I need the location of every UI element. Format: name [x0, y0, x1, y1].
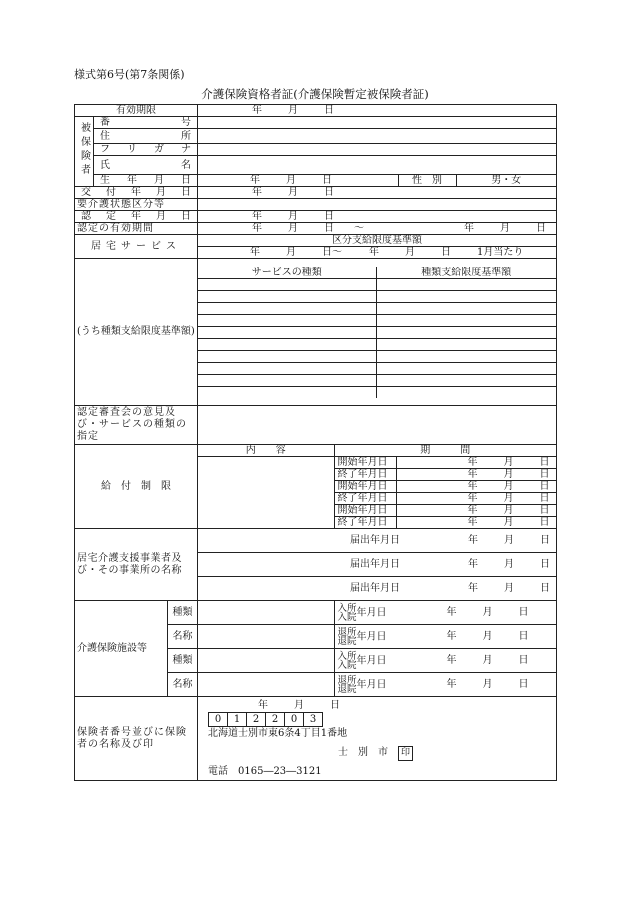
- issue-date-field[interactable]: 年 月 日: [198, 187, 557, 199]
- committee-label: 認定審査会の意見及び・サービスの種類の指定: [75, 406, 198, 445]
- care-level-label: 要介護状態区分等: [75, 199, 198, 211]
- facility-row-1: 介護保険施設等 種類 入所 入院年月日 年 月 日: [75, 601, 557, 625]
- committee-row: [75, 406, 557, 445]
- seal-mark: 印: [398, 746, 413, 761]
- insured-label: 被保険者: [75, 117, 94, 187]
- service-type-table: サービスの種類 種類支給限度基準額: [198, 267, 556, 398]
- insured-birth-row: 生 年 月 日 年 月 日 性 別 男・女: [75, 175, 557, 187]
- cert-date-field[interactable]: 年 月 日: [198, 211, 557, 223]
- benefit-limit-row: [75, 445, 557, 529]
- validity-row: [75, 105, 557, 117]
- committee-field[interactable]: [198, 406, 557, 445]
- insured-number-row: 被保険者 番 号: [75, 117, 557, 129]
- home-service-row: [75, 235, 557, 259]
- sex-field[interactable]: 男・女: [491, 175, 522, 186]
- facility-row-2: 名称 退所 退院年月日 年 月 日: [75, 625, 557, 649]
- insured-name-row: 氏 名: [75, 156, 557, 175]
- insured-address-field[interactable]: [198, 129, 557, 144]
- facility-type-field-2[interactable]: [198, 649, 334, 672]
- care-level-row: [75, 199, 557, 211]
- insurer-phone: 電話 0165―23―3121: [208, 766, 322, 777]
- insured-kana-field[interactable]: [198, 144, 557, 156]
- support-office-row-1: [75, 529, 557, 553]
- benefit-limit-label: 給 付 制 限: [75, 445, 198, 529]
- benefit-limit-table: 内 容 期 間 開始年月日 年 月 日 終了年月日 年 月 日 開始年月日 年 月 日 終了年月日 年 月 日 開始年月日 年 月 日 終了年月日 年 月 日: [198, 445, 556, 528]
- facility-type-field-1[interactable]: [198, 601, 334, 624]
- support-office-label: 居宅介護支援事業者及び・その事業所の名称: [75, 529, 198, 601]
- support-office-field-3[interactable]: 届出年月日 年 月 日: [198, 577, 557, 601]
- facility-name-field-1[interactable]: [198, 625, 334, 648]
- insurer-name: 士 別 市: [338, 747, 388, 758]
- birth-date-field[interactable]: 年 月 日: [198, 175, 398, 186]
- facility-row-3: 種類 入所 入院年月日 年 月 日: [75, 649, 557, 673]
- home-service-label: 居宅サービス: [75, 235, 198, 259]
- insurer-label: 保険者番号並びに保険者の名称及び印: [75, 697, 198, 781]
- support-office-field-1[interactable]: 届出年月日 年 月 日: [198, 529, 557, 553]
- insurer-number: 0 1 2 2 0 3: [208, 712, 323, 727]
- insurer-row: [75, 697, 557, 781]
- insured-address-row: 住 所: [75, 129, 557, 144]
- limit-period-field[interactable]: 年 月 日 ～ 年 月 日 1月当たり: [250, 247, 524, 258]
- limit-header: 区分支給限度基準額: [198, 235, 556, 247]
- facility-label: 介護保険施設等: [75, 601, 168, 697]
- benefit-content-field[interactable]: [198, 457, 334, 529]
- cert-period-field[interactable]: 年 月 日 ～ 年 月 日: [198, 223, 557, 235]
- insured-number-field[interactable]: [198, 117, 557, 129]
- insured-name-field[interactable]: [198, 156, 557, 175]
- insured-kana-row: フ リ ガ ナ: [75, 144, 557, 156]
- support-office-field-2[interactable]: 届出年月日 年 月 日: [198, 553, 557, 577]
- form-number-label: 様式第6号(第7条関係): [74, 68, 185, 81]
- type-limit-label: (うち種類支給限度基準額): [75, 259, 198, 406]
- insurer-field: 年 月 日 0 1 2 2 0 3 北海道士別市東6条4丁目1番地 士 別 市 印 電話 0165―23―3121: [198, 697, 557, 781]
- validity-date-field[interactable]: 年 月 日: [198, 105, 557, 117]
- form-title: 介護保険資格者証(介護保険暫定被保険者証): [201, 87, 429, 101]
- validity-label: 有効期限: [75, 105, 198, 117]
- type-limit-row: [75, 259, 557, 406]
- issue-date-row: 交 付 年 月 日 年 月 日: [75, 187, 557, 199]
- cert-period-row: [75, 223, 557, 235]
- facility-name-field-2[interactable]: [198, 673, 334, 696]
- sex-label: 性 別: [398, 175, 456, 186]
- insurer-address: 北海道士別市東6条4丁目1番地: [208, 728, 348, 739]
- cert-period-label: 認定の有効期間: [75, 223, 198, 235]
- care-level-field[interactable]: [198, 199, 557, 211]
- cert-date-row: 認 定 年 月 日 年 月 日: [75, 211, 557, 223]
- facility-row-4: 名称 退所 退院年月日 年 月 日: [75, 673, 557, 697]
- certificate-table: [74, 104, 557, 781]
